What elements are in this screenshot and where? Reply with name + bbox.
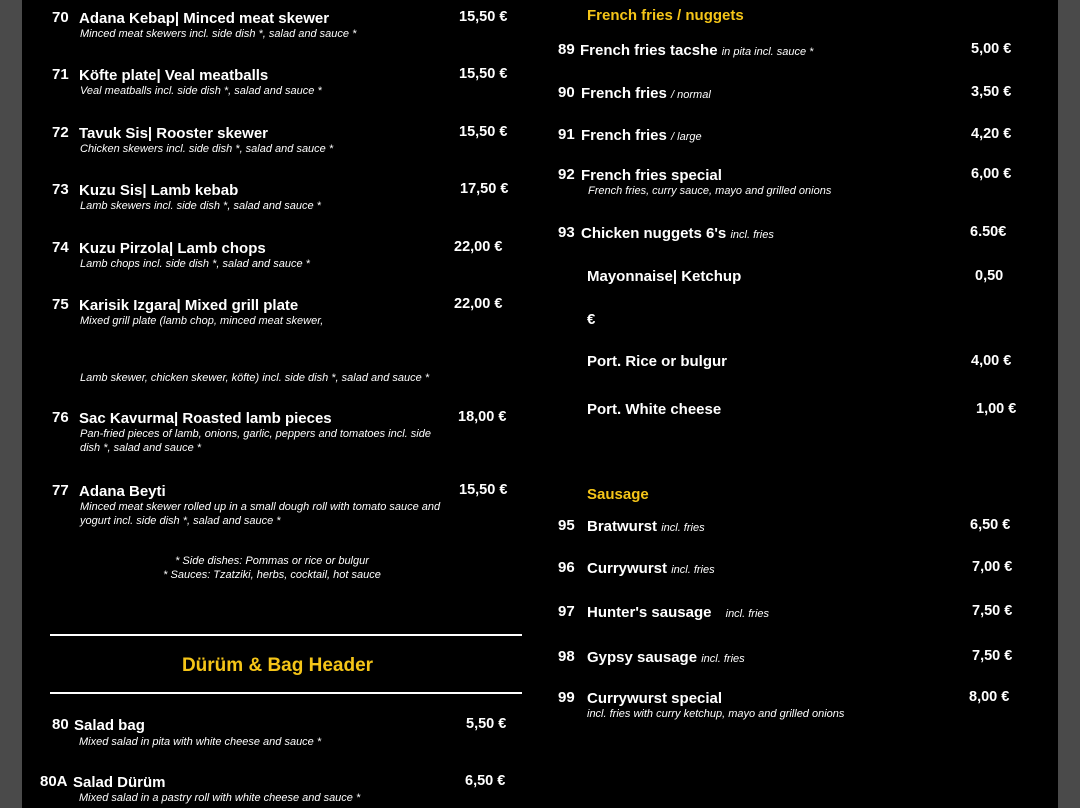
item-note: incl. fries [671, 564, 715, 576]
item-price: 7,00 € [972, 559, 1013, 575]
item-name: French fries tacshe in pita incl. sauce * [580, 42, 814, 59]
item-name: French fries special [581, 167, 722, 184]
item-price: 7,50 € [972, 648, 1013, 664]
item-name: Gypsy sausage incl. fries [587, 649, 745, 666]
item-number: 76 [52, 409, 69, 426]
item-number: 97 [558, 603, 575, 620]
item-price: 15,50 € [459, 66, 508, 82]
item-number: 91 [558, 126, 575, 143]
item-number: 71 [52, 66, 69, 83]
item-name: French fries / large [581, 127, 702, 144]
item-number: 72 [52, 124, 69, 141]
item-description: Minced meat skewers incl. side dish *, salad and sauce * [80, 28, 357, 40]
item-number: 98 [558, 648, 575, 665]
item-note: / large [671, 131, 702, 143]
item-note: / normal [671, 89, 711, 101]
item-price: 1,00 € [976, 401, 1017, 417]
item-price: 6,50 € [970, 517, 1011, 533]
item-number: 95 [558, 517, 575, 534]
durum-section-header: Dürüm & Bag Header [181, 655, 374, 676]
item-name: Tavuk Sis| Rooster skewer [79, 125, 269, 142]
item-price: 3,50 € [971, 84, 1012, 100]
item-price: 15,50 € [459, 482, 508, 498]
item-number: 75 [52, 296, 69, 313]
item-description: Mixed salad in a pastry roll with white cheese and sauce * [79, 792, 361, 804]
item-name: Port. Rice or bulgur [587, 353, 728, 370]
item-name: Hunter's sausage incl. fries [587, 604, 770, 621]
sausage-section-header: Sausage [587, 486, 649, 503]
item-number: 74 [52, 239, 69, 256]
item-description: Mixed salad in pita with white cheese and sauce * [79, 736, 322, 748]
item-name: Sac Kavurma| Roasted lamb pieces [79, 410, 332, 427]
item-name: Salad Dürüm [73, 774, 166, 791]
header-divider-top [50, 634, 522, 636]
item-number: 92 [558, 166, 575, 183]
item-name: Köfte plate| Veal meatballs [79, 67, 269, 84]
item-name: Chicken nuggets 6's incl. fries [581, 225, 774, 242]
item-name: Currywurst special [587, 690, 723, 707]
item-price: 4,00 € [971, 353, 1012, 369]
header-divider-bottom [50, 692, 522, 694]
item-number: 99 [558, 689, 575, 706]
item-price: 18,00 € [458, 409, 507, 425]
item-name: Karisik Izgara| Mixed grill plate [79, 297, 299, 314]
item-name: Currywurst incl. fries [587, 560, 715, 577]
item-name: Kuzu Pirzola| Lamb chops [79, 240, 266, 257]
item-description: Mixed grill plate (lamb chop, minced meat skewer, [80, 315, 324, 327]
sauces-footnote: * Sauces: Tzatziki, herbs, cocktail, hot sauce [163, 569, 381, 581]
item-price: 17,50 € [460, 181, 509, 197]
item-note: incl. fries [725, 608, 770, 620]
item-name: Kuzu Sis| Lamb kebab [79, 182, 239, 199]
item-description: Pan-fried pieces of lamb, onions, garlic, peppers and tomatoes incl. side dish *, salad and sauce * [80, 428, 431, 454]
item-number: 77 [52, 482, 69, 499]
item-price: 22,00 € [454, 239, 503, 255]
item-name: € [587, 311, 596, 328]
item-description: Lamb skewers incl. side dish *, salad and sauce * [80, 200, 321, 212]
item-note: incl. fries [661, 522, 705, 534]
item-price: 15,50 € [459, 124, 508, 140]
item-note: in pita incl. sauce * [721, 46, 814, 58]
item-name: Port. White cheese [587, 401, 722, 418]
item-description: French fries, curry sauce, mayo and grilled onions [588, 185, 832, 197]
item-name: Mayonnaise| Ketchup [587, 268, 742, 285]
item-price: 15,50 € [459, 9, 508, 25]
item-number: 80A [40, 773, 68, 790]
item-description: Lamb chops incl. side dish *, salad and sauce * [80, 258, 310, 270]
item-description-continued: Lamb skewer, chicken skewer, köfte) incl. side dish *, salad and sauce * [80, 372, 430, 384]
item-note: incl. fries [730, 229, 774, 241]
item-price: 22,00 € [454, 296, 503, 312]
item-price: 0,50 [975, 268, 1004, 284]
item-description: Chicken skewers incl. side dish *, salad and sauce * [80, 143, 334, 155]
item-number: 70 [52, 9, 69, 26]
item-price: 6,50 € [465, 773, 506, 789]
item-price: 5,50 € [466, 716, 507, 732]
menu-page [22, 0, 1058, 808]
item-description: Minced meat skewer rolled up in a small dough roll with tomato sauce and yogurt incl. side dish *, salad and sauce * [80, 501, 441, 527]
item-price: 6,00 € [971, 166, 1012, 182]
item-price: 6.50€ [970, 224, 1007, 240]
item-price: 7,50 € [972, 603, 1013, 619]
item-description: Veal meatballs incl. side dish *, salad and sauce * [80, 85, 322, 97]
item-number: 90 [558, 84, 575, 101]
item-name: Salad bag [74, 717, 145, 734]
item-description: incl. fries with curry ketchup, mayo and grilled onions [587, 708, 845, 720]
fries-section-header: French fries / nuggets [587, 7, 744, 24]
item-name: Bratwurst incl. fries [587, 518, 705, 535]
item-price: 8,00 € [969, 689, 1010, 705]
item-price: 4,20 € [971, 126, 1012, 142]
item-name: Adana Beyti [79, 483, 166, 500]
item-number: 96 [558, 559, 575, 576]
item-price: 5,00 € [971, 41, 1012, 57]
item-note: incl. fries [701, 653, 745, 665]
side-dishes-footnote: * Side dishes: Pommas or rice or bulgur [175, 555, 369, 567]
item-number: 93 [558, 224, 575, 241]
item-number: 73 [52, 181, 69, 198]
item-name: French fries / normal [581, 85, 711, 102]
item-number: 89 [558, 41, 575, 58]
item-name: Adana Kebap| Minced meat skewer [79, 10, 330, 27]
item-number: 80 [52, 716, 69, 733]
